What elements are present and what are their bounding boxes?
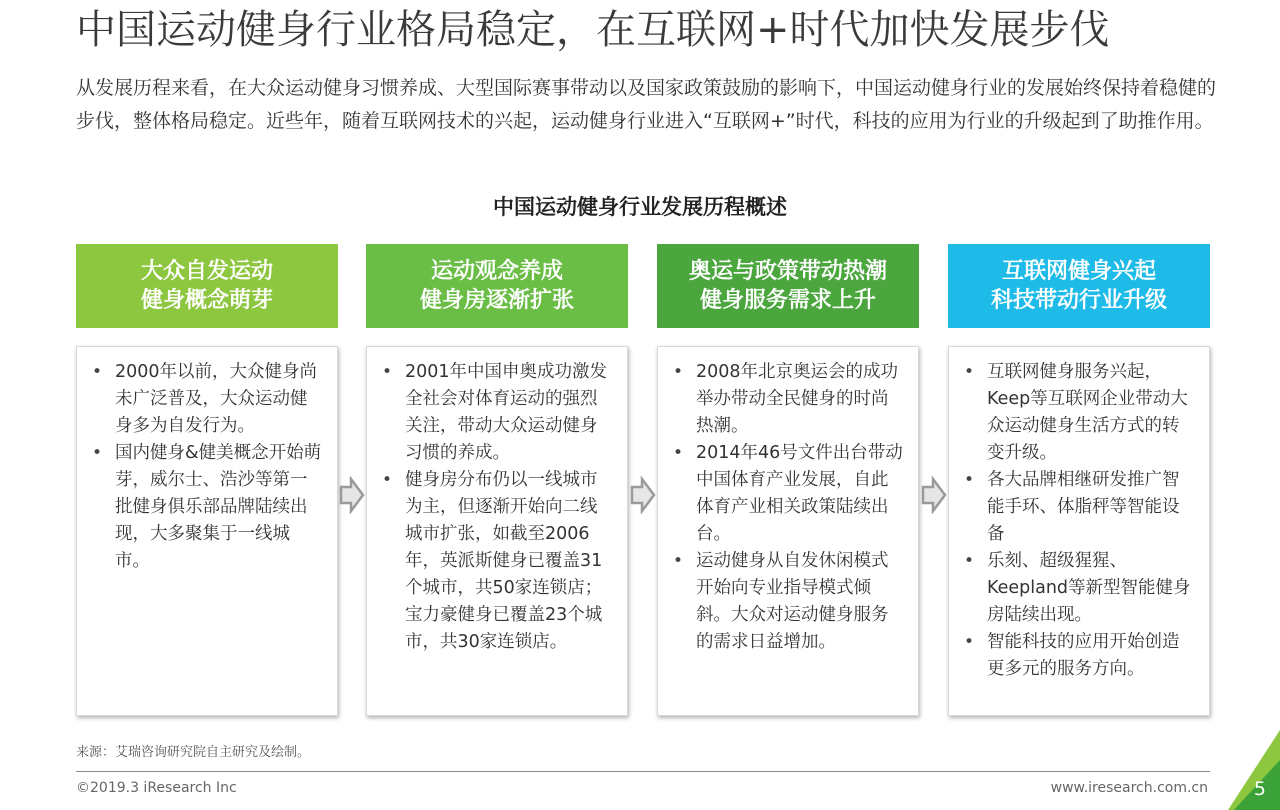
source-note: 来源：艾瑞咨询研究院自主研究及绘制。 (76, 745, 311, 760)
bullet-list (381, 359, 613, 656)
bullet-item (381, 467, 613, 656)
stage-header-line2: 健身房逐渐扩张 (419, 288, 574, 313)
bullet-icon: • (92, 443, 103, 463)
bullet-text: 国内健身&健美概念开始萌芽，威尔士、浩沙等第一批健身俱乐部品牌陆续出现，大多聚集于一线城市。 (115, 443, 322, 571)
page-number: 5 (1253, 778, 1266, 800)
stage-header-2 (366, 244, 628, 328)
arrow-right-icon (921, 476, 947, 514)
bullet-icon: • (382, 470, 393, 490)
stage-card-3 (657, 346, 919, 716)
bullet-list (91, 359, 323, 575)
bullet-text: 智能科技的应用开始创造更多元的服务方向。 (987, 632, 1180, 679)
stage-card-4 (948, 346, 1210, 716)
bullet-text: 各大品牌相继研发推广智能手环、体脂秤等智能设备 (987, 470, 1180, 544)
stage-header-3 (657, 244, 919, 328)
stage-header-line1: 大众自发运动 (140, 259, 273, 284)
stage-header-1 (76, 244, 338, 328)
bullet-icon: • (673, 551, 684, 571)
section-title: 中国运动健身行业发展历程概述 (493, 195, 787, 219)
stage-header-4 (948, 244, 1210, 328)
bullet-text: 运动健身从自发休闲模式开始向专业指导模式倾斜。大众对运动健身服务的需求日益增加。 (696, 551, 889, 652)
stage-header-line1: 奥运与政策带动热潮 (688, 259, 887, 284)
bullet-item (963, 548, 1195, 629)
bullet-item (963, 359, 1195, 467)
bullet-icon: • (964, 632, 975, 652)
bullet-text: 互联网健身服务兴起，Keep等互联网企业带动大众运动健身生活方式的转变升级。 (987, 362, 1188, 463)
bullet-icon: • (964, 362, 975, 382)
bullet-item (381, 359, 613, 467)
stage-header-line1: 运动观念养成 (430, 259, 563, 284)
bullet-text: 2000年以前，大众健身尚未广泛普及，大众运动健身多为自发行为。 (115, 362, 318, 436)
bullet-text: 2014年46号文件出台带动中国体育产业发展，自此体育产业相关政策陆续出台。 (696, 443, 903, 544)
stage-header-line1: 互联网健身兴起 (1001, 259, 1156, 284)
footer-divider (76, 771, 1210, 772)
arrow-right-icon (339, 476, 365, 514)
stage-header-line2: 科技带动行业升级 (990, 288, 1167, 313)
copyright-text: ©2019.3 iResearch Inc (76, 780, 237, 796)
bullet-text: 乐刻、超级猩猩、Keepland等新型智能健身房陆续出现。 (987, 551, 1191, 625)
bullet-icon: • (964, 470, 975, 490)
bullet-item (91, 359, 323, 440)
bullet-item (672, 359, 904, 440)
bullet-list (672, 359, 904, 656)
intro-paragraph: 从发展历程来看，在大众运动健身习惯养成、大型国际赛事带动以及国家政策鼓励的影响下，中国运动健身行业的发展始终保持着稳健的步伐，整体格局稳定。近些年，随着互联网技术的兴起，运动健身行业进入“互联网+”时代，科技的应用为行业的升级起到了助推作用。 (76, 77, 1217, 132)
bullet-icon: • (92, 362, 103, 382)
stage-header-line2: 健身概念萌芽 (140, 288, 273, 313)
page-title: 中国运动健身行业格局稳定，在互联网+时代加快发展步伐 (76, 7, 1110, 53)
bullet-item (672, 548, 904, 656)
website-link[interactable]: www.iresearch.com.cn (1050, 780, 1208, 796)
bullet-item (963, 629, 1195, 683)
bullet-icon: • (964, 551, 975, 571)
bullet-item (91, 440, 323, 575)
stage-header-line2: 健身服务需求上升 (699, 288, 876, 313)
stage-card-2 (366, 346, 628, 716)
stage-card-1 (76, 346, 338, 716)
bullet-text: 2008年北京奥运会的成功举办带动全民健身的时尚热潮。 (696, 362, 899, 436)
bullet-text: 2001年中国申奥成功激发全社会对体育运动的强烈关注，带动大众运动健身习惯的养成。 (405, 362, 608, 463)
bullet-item (963, 467, 1195, 548)
arrow-right-icon (630, 476, 656, 514)
bullet-icon: • (673, 362, 684, 382)
bullet-text: 健身房分布仍以一线城市为主，但逐渐开始向二线城市扩张，如截至2006年，英派斯健身已覆盖31个城市，共50家连锁店；宝力豪健身已覆盖23个城市，共30家连锁店。 (405, 470, 603, 652)
bullet-item (672, 440, 904, 548)
bullet-icon: • (382, 362, 393, 382)
bullet-list (963, 359, 1195, 683)
bullet-icon: • (673, 443, 684, 463)
